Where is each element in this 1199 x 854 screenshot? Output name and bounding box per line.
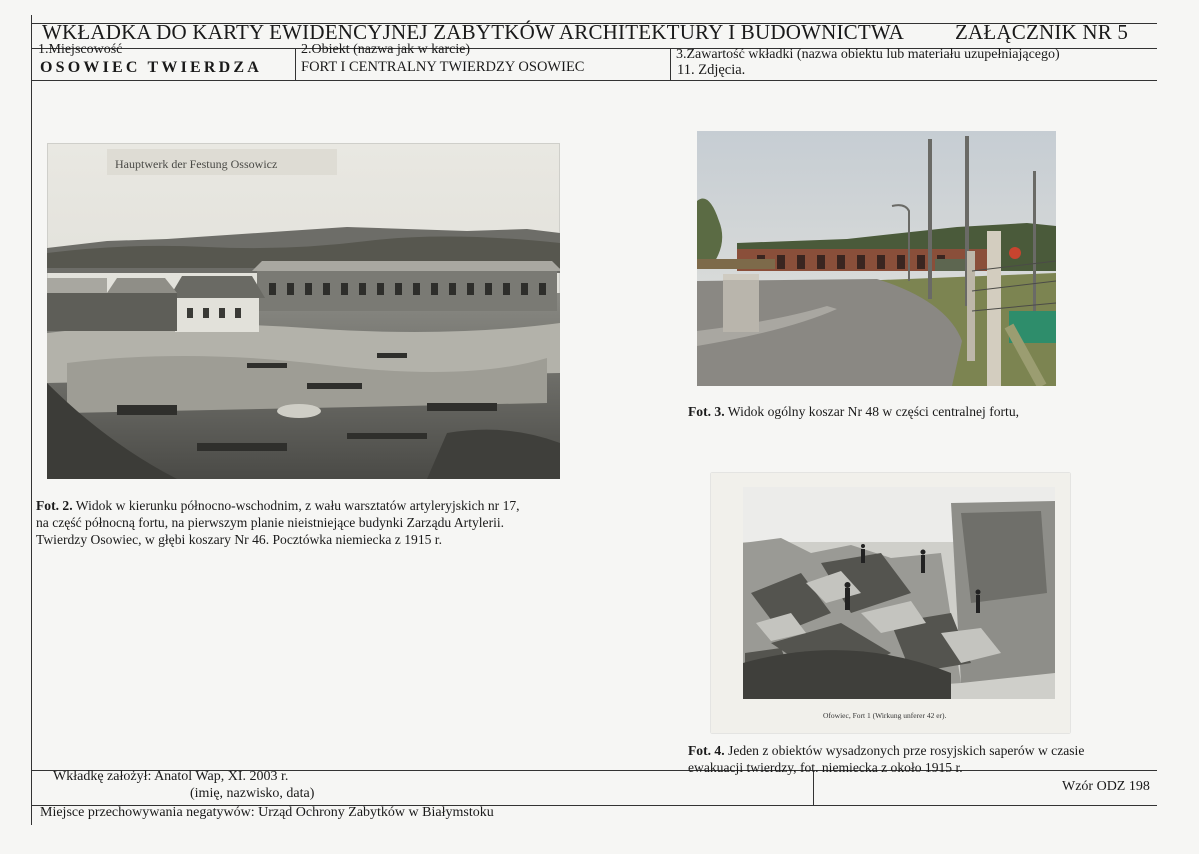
content-label: 3.Zawartość wkładki (nazwa obiektu lub materiału uzupełniającego)	[676, 47, 1060, 62]
caption-fot2	[36, 497, 596, 548]
founded-hint: (imię, nazwisko, data)	[190, 786, 315, 801]
annex-number: ZAŁĄCZNIK NR 5	[955, 20, 1129, 44]
negatives-location: Miejsce przechowywania negatywów: Urząd Ochrony Zabytków w Białymstoku	[40, 805, 494, 820]
content-value: 11. Zdjęcia.	[677, 62, 746, 78]
caption-fot4-line1: Jeden z obiektów wysadzonych prze rosyjskich saperów w czasie	[724, 743, 1085, 758]
caption-fot3-label: Fot. 3.	[688, 404, 725, 419]
caption-fot2-line3: Twierdzy Osowiec, w głębi koszary Nr 46. Pocztówka niemiecka z 1915 r.	[36, 532, 442, 547]
photo-fot2-postcard	[47, 143, 560, 479]
locality-value: OSOWIEC TWIERDZA	[40, 59, 263, 76]
founded-by: Wkładkę założył: Anatol Wap, XI. 2003 r.	[53, 769, 289, 784]
postcard-inscription: Hauptwerk der Festung Ossowicz	[115, 157, 278, 171]
photo-fot4-ruins	[711, 473, 1070, 733]
field-divider-2	[670, 48, 671, 80]
photo-inscription: Ofowiec, Fort 1 (Wirkung unferer 42 er).	[823, 711, 947, 720]
caption-fot3	[688, 403, 1148, 420]
caption-fot4-line2: ewakuacji twierdzy, fot. niemiecka z około 1915 r.	[688, 760, 963, 775]
caption-fot2-line1: Widok w kierunku północno-wschodnim, z wału warsztatów artyleryjskich nr 17,	[72, 498, 520, 513]
caption-fot2-label: Fot. 2.	[36, 498, 73, 513]
object-value: FORT I CENTRALNY TWIERDZY OSOWIEC	[301, 59, 585, 75]
field-divider-1	[295, 48, 296, 80]
locality-label: 1.Miejscowość	[38, 42, 123, 57]
object-label: 2.Obiekt (nazwa jak w karcie)	[301, 42, 471, 57]
caption-fot3-text: Widok ogólny koszar Nr 48 w części centralnej fortu,	[724, 404, 1020, 419]
template-number: Wzór ODZ 198	[1062, 779, 1150, 794]
form-title: WKŁADKA DO KARTY EWIDENCYJNEJ ZABYTKÓW ARCHITEKTURY I BUDOWNICTWA	[42, 20, 904, 44]
caption-fot4-label: Fot. 4.	[688, 743, 725, 758]
caption-fot2-line2: na część północną fortu, na pierwszym planie nieistniejące budynki Zarządu Artylerii.	[36, 515, 505, 530]
photo-fot3-barracks	[697, 131, 1056, 386]
fields-rule	[31, 80, 1157, 81]
caption-fot4	[688, 742, 1148, 776]
